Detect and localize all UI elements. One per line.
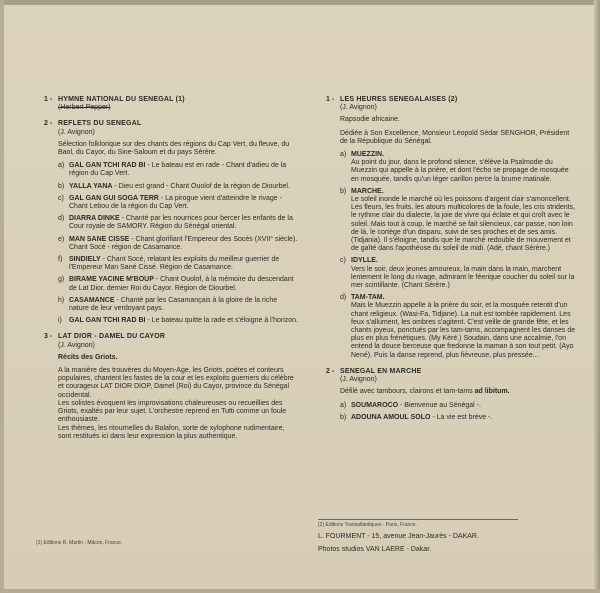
paragraph: Les thèmes, les ritournelles du Balafon, sorte de xylophone rudimentaire, sont restitués ici dans leur expression la plus authentique.: [58, 424, 285, 440]
track-title: REFLETS DU SENEGAL: [58, 120, 142, 128]
track-number: 2 -: [44, 120, 53, 128]
track-hymne: [36, 96, 298, 112]
composer: (J. Avignon): [340, 104, 377, 112]
item-letter: e): [58, 235, 65, 243]
footnote-right: (2) Editions Transatlantiques - Paris, France.: [318, 522, 417, 528]
list-item: [340, 294, 576, 360]
track-intro: Sélection folklorique sur des chants des régions du Cap Vert, du fleuve, du Baol, du Cayor, du Sine-Saloum et du pays Sérère.: [58, 140, 290, 157]
item-letter: f): [58, 256, 63, 264]
item-title: IDYLLE.: [351, 257, 378, 265]
item-letter: d): [340, 294, 347, 302]
intro-text: Défilé avec tambours, clairons et tam-tams: [340, 388, 473, 396]
composer: (J. Avignon): [58, 128, 95, 136]
item-title: TAM-TAM.: [351, 294, 385, 302]
footnote-left: (1) Editions R. Martin - Mâcon, France.: [36, 540, 123, 546]
track-lat-dior: [36, 333, 298, 440]
list-item: [58, 256, 298, 272]
list-item: [58, 183, 298, 191]
track-title: SENEGAL EN MARCHE: [340, 367, 422, 375]
item-letter: b): [340, 413, 347, 421]
dedication: Dédiée à Son Excellence, Monsieur Léopold Sédar SENGHOR, Président de la République du Sénégal.: [340, 129, 570, 145]
left-edge: [0, 0, 4, 593]
list-item: [58, 236, 298, 252]
list-item: [58, 215, 298, 231]
composer: (Herbert Pepper): [58, 104, 111, 112]
item-description: - Chant Socé, relatant les exploits du meilleur guerrier de l'Empereur Man Sané Cissé. Région de Casamance.: [69, 256, 280, 272]
item-letter: b): [340, 187, 347, 195]
item-description: Au point du jour, dans le profond silence, s'élève la Psalmodie du Muezzin qui appelle à la prière, et dont l'écho se propage de mosquée en mosquée, tandis qu'un léger carillon perce la brume matinale.: [351, 159, 569, 183]
right-edge: [594, 0, 600, 593]
item-title: MUEZZIN.: [351, 151, 385, 159]
item-description: Mais le Muezzin appelle à la prière du soir, et la mosquée retentit d'un chant religieux. (Wasi-Fa, Tidjane). La nuit est tombée rapidement. Les feux s'allument, les ombres s'agitent. C'est veille de grande fête, et les chants joyeux, ponctués par les tam-tams, accompagnent les danses de plus en plus frénétiques. (My Kéré.) Soudain, dans une accalmie, l'on entend la douce berceuse que fredonne la maman à son tout petit. (Ayo Nené). Puis la danse reprend, plus fiévreuse, plus pressée...: [351, 302, 576, 359]
list-item: [340, 188, 576, 254]
item-letter: c): [340, 257, 346, 265]
item-description: - Chant glorifiant l'Empereur des Socés (XVII° siècle). Chant Socé - région de Casamance.: [69, 235, 298, 251]
paragraph: Les solistes évoquent les improvisations chaleureuses ou recueillies des Griots, exaltés par leur sujet. L'orchestre reprend en Tutti comme un foule enthousiaste.: [58, 399, 287, 424]
list-item: [340, 414, 576, 422]
item-description: - Chanté par les Casamançais à la gloire de la riche nature de leur verdoyant pays.: [69, 296, 278, 313]
track-number: 3 -: [44, 333, 53, 341]
item-description: - Chant Ouolof, à la mémoire du descendant de Lat Dior, dernier Roi du Cayor. Région de Diourbel.: [69, 276, 294, 292]
marche-item-list: [340, 402, 576, 422]
photo-credit: Photos studios VAN LAERE - Dakar.: [318, 546, 432, 553]
list-item: [58, 195, 298, 211]
track-reflets: [36, 120, 298, 325]
item-title: SOUMAROCO: [351, 401, 399, 409]
item-title: MAN SANE CISSE: [69, 235, 130, 243]
top-edge: [0, 0, 600, 5]
item-description: Vers le soir, deux jeunes amoureux, la main dans la main, marchent lentement le long du rivage, admirant le féerique coucher du soleil sur la mer scintillante. (Chant Sérère.): [351, 265, 575, 290]
item-title: YALLA YANA: [69, 182, 113, 190]
track-number: 2 -: [326, 367, 335, 375]
list-item: [58, 276, 298, 292]
item-title: GAL GAN TCHI RAD BI: [69, 162, 146, 170]
intro-bold: ad libitum.: [474, 388, 510, 396]
item-description: - Bienvenue au Sénégal -.: [398, 401, 481, 409]
item-title: CASAMANCE: [69, 296, 115, 304]
item-letter: a): [340, 401, 347, 409]
item-description: Le soleil inonde le marché où les poissons d'argent clair s'amoncellent. Les fleurs, les fruits, les atours multicolores de la foule, les cris stridents, le rythme clair du dialecte, la joie de vivre qui éclate et qui croît avec le soleil. Mais tout à coup, le marché se fait silencieux, car passe, non loin de là, le cortège d'un disparu, suivi de ses proches et de ses amis. (Tidjania). Il s'éloigne, tandis que le marché redouble de mouvement et de gaîté dans l'apothéose du soleil de midi. (Adé, chant Sérère.): [351, 196, 576, 253]
item-title: MARCHE.: [351, 187, 384, 195]
item-title: SINDIELY: [69, 256, 101, 264]
item-description: - La pirogue vient d'atteindre le rivage - Chant Lebou de la région du Cap Vert.: [69, 194, 282, 211]
heures-movement-list: [340, 151, 576, 360]
item-title: DIARRA DINKE: [69, 215, 120, 223]
list-item: [340, 151, 576, 184]
item-title: GAL GAN GUI SOGA TERR: [69, 194, 159, 202]
track-number: 1 -: [44, 96, 53, 103]
right-column: [318, 96, 576, 430]
paragraph: A la manière des trouvères du Moyen-Age, les Griots, poètes et conteurs populaires, chantent les fastes de la cour et les exploits guerriers du célèbre et courageux LAT DIOR DIOP, Damel (Roi) du Cayor, province du Sénégal occidental.: [58, 367, 294, 399]
composer: (J. Avignon): [340, 376, 377, 384]
list-item: [58, 297, 298, 313]
track-number: 1 -: [326, 96, 335, 103]
composer: (J. Avignon): [58, 341, 95, 349]
item-letter: d): [58, 215, 65, 223]
list-item: [58, 317, 298, 325]
item-letter: g): [58, 276, 65, 284]
item-title: GAL GAN TCHI RAD BI: [69, 317, 146, 325]
subheading: Récits des Griots.: [58, 353, 118, 361]
track-intro: [340, 388, 576, 396]
item-description: - Chanté par les nourrices pour bercer les enfants de la Cour royale de SAMORY. Région du Sénégal oriental.: [69, 215, 293, 231]
item-letter: c): [58, 194, 64, 202]
list-item: [340, 402, 576, 410]
list-item: [58, 162, 298, 178]
item-description: - La vie est brève -.: [430, 413, 493, 421]
track-title: HYMNE NATIONAL DU SENEGAL (1): [58, 96, 185, 103]
item-title: BIRAME YACINE M'BOUP: [69, 276, 154, 284]
item-letter: a): [340, 151, 347, 159]
item-letter: h): [58, 296, 65, 304]
item-letter: i): [58, 317, 62, 325]
track-heures: [318, 96, 576, 360]
track-title: LES HEURES SENEGALAISES (2): [340, 96, 458, 103]
item-description: - Le bateau est en rade - Chant d'adieu de la région du Cap Vert.: [69, 162, 287, 178]
item-description: - Le bateau quitte la rade et s'éloigne à l'horizon.: [145, 317, 298, 325]
address-line: L. FOURMENT - 15, avenue Jean-Jaurès - DAKAR.: [318, 533, 479, 540]
left-column: [36, 96, 298, 449]
list-item: [340, 257, 576, 290]
item-letter: b): [58, 182, 65, 190]
footnote-divider: [318, 519, 518, 520]
genre: Rapsodie africaine.: [340, 116, 400, 124]
bottom-edge: [0, 589, 600, 593]
item-description: - Dieu est grand - Chant Ouolof de la région de Diourbel.: [112, 182, 290, 190]
item-letter: a): [58, 162, 65, 170]
track-senegal-en-marche: [318, 368, 576, 422]
item-title: ADOUNA AMOUL SOLO: [351, 413, 431, 421]
reflets-item-list: [58, 162, 298, 325]
track-title: LAT DIOR - DAMEL DU CAYOR: [58, 333, 166, 341]
